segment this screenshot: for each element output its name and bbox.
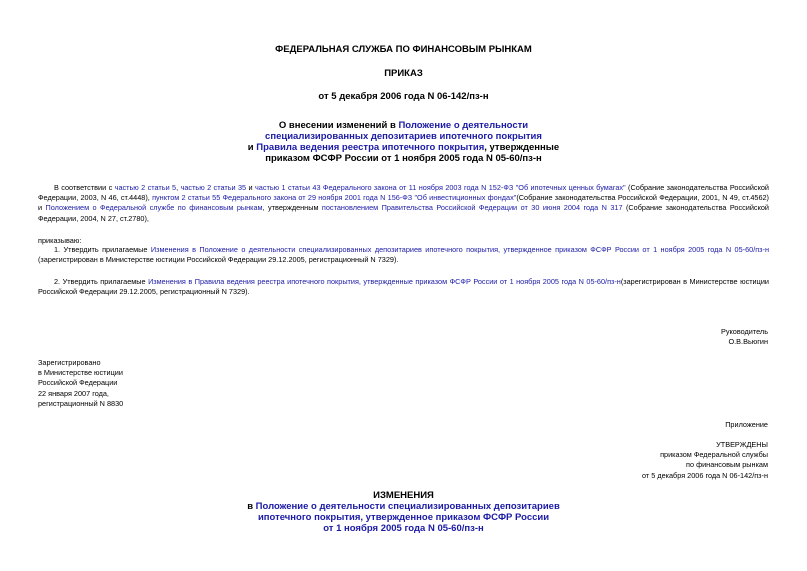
link-article-35[interactable]: частью 2 статьи 35 [180,183,247,192]
link-changes-heading-position-cont[interactable]: ипотечного покрытия, утвержденное приказом ФСФР России [257,512,550,523]
link-fsfr-regulation[interactable]: Положением о Федеральной службе по финансовым рынкам [45,203,263,213]
approved-by-line: приказом Федеральной службы [660,450,768,460]
document-date: от 5 декабря 2006 года N 06-142/пз-н [318,91,489,102]
registration-line: в Министерстве юстиции [38,368,123,378]
appendix-label: Приложение [725,420,768,429]
title-line-4: приказом ФСФР России от 1 ноября 2005 года N 05-60/пз-н [265,153,542,164]
preamble-text-3: и [246,183,255,192]
preamble-text-5: (Собрание законодательства Российской Федерации, 2001, N 49, ст.4562) и [38,193,769,213]
registration-line: Российской Федерации [38,378,118,388]
approved-word: УТВЕРЖДЕНЫ [716,440,768,449]
preamble-text-1: В соответствии с [54,183,115,192]
registration-line: Зарегистрировано [38,358,101,367]
preamble-text-2: , [176,183,181,192]
item-2-text-2: (зарегистрирован в Министерстве юстиции Российской Федерации 29.12.2005, регистрационный N 7329). [38,277,769,297]
signature-name: О.В.Вьюгин [728,337,768,347]
link-law-152[interactable]: частью 1 статьи 43 Федерального закона от 11 ноября 2003 года N 152-ФЗ "Об ипотечных ценных бумагах" [255,183,626,192]
order-item-2 [38,277,769,297]
approval-block [642,440,768,481]
changes-heading: ИЗМЕНЕНИЯ [373,490,434,501]
item-1-text-1: 1. Утвердить прилагаемые [54,245,151,254]
document-type: ПРИКАЗ [384,68,423,79]
link-article-5[interactable]: частью 2 статьи 5 [114,183,177,192]
registration-line: регистрационный N 8830 [38,398,124,408]
item-2-text-1: 2. Утвердить прилагаемые [54,277,149,286]
link-law-156[interactable]: пунктом 2 статьи 55 Федерального закона от 29 ноября 2001 года N 156-ФЗ "Об инвестиционных фондах" [152,193,517,203]
link-government-decree-317[interactable]: постановлением Правительства Российской Федерации от 30 июня 2004 года N 317 [321,203,623,213]
changes-line-3 [0,523,807,535]
approved-by-line: по финансовым рынкам [686,460,768,470]
preamble-text-6: , утвержденным [262,203,322,213]
order-item-1 [38,245,769,265]
link-changes-heading-order[interactable]: от 1 ноября 2005 года N 05-60/пз-н [323,523,484,534]
link-position-document[interactable]: Положение о деятельности [398,120,529,131]
approved-by-line: от 5 декабря 2006 года N 06-142/пз-н [641,470,768,480]
link-register-rules[interactable]: Правила ведения реестра ипотечного покрытия [256,142,485,153]
preamble-paragraph [38,183,769,224]
registration-block [38,358,123,409]
preamble-text-4: (Собрание законодательства Российской Федерации, 2003, N 46, ст.4448), [38,183,769,203]
link-changes-position[interactable]: Изменения в Положение о деятельности специализированных депозитариев ипотечного покрытия, утвержденное приказом ФСФР России от 1 ноября 2005 года N 05-60/пз-н [150,245,769,254]
signature-role: Руководитель [720,327,768,336]
title-line-3-post: , утвержденные [484,142,560,153]
title-line-3-pre: и [247,142,257,153]
title-line-1-text: О внесении изменений в [278,120,399,131]
link-changes-rules[interactable]: Изменения в Правила ведения реестра ипотечного покрытия, утвержденные приказом ФСФР России от 1 ноября 2005 года N 05-60/пз-н [148,277,621,286]
link-position-document-cont[interactable]: специализированных депозитариев ипотечного покрытия [265,131,542,142]
order-word: приказываю: [38,236,82,245]
changes-line-1-pre: в [247,501,256,512]
link-changes-heading-position[interactable]: Положение о деятельности специализированных депозитариев [255,501,560,512]
signature-block [721,327,768,347]
preamble-text-7: (Собрание законодательства Российской Федерации, 2004, N 27, ст.2780), [38,203,769,223]
agency-name: ФЕДЕРАЛЬНАЯ СЛУЖБА ПО ФИНАНСОВЫМ РЫНКАМ [275,44,532,55]
item-1-text-2: (зарегистрирован в Министерстве юстиции Российской Федерации 29.12.2005, регистрационный N 7329). [38,255,399,265]
registration-line: 22 января 2007 года, [38,388,109,398]
